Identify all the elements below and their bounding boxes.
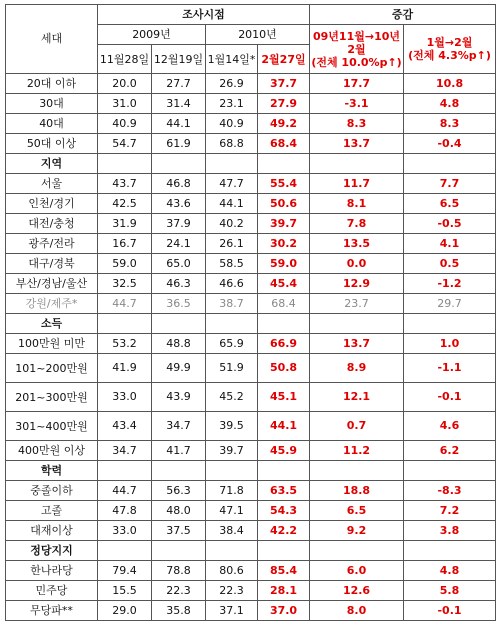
change-nov-feb: 13.7 <box>310 134 404 154</box>
value-jan14: 46.6 <box>206 274 258 294</box>
value-feb27: 42.2 <box>258 521 310 541</box>
value-jan14: 40.9 <box>206 114 258 134</box>
value-jan14: 39.7 <box>206 441 258 461</box>
change-jan-feb: 4.8 <box>404 561 496 581</box>
change-jan-feb: 29.7 <box>404 294 496 314</box>
row-label: 101~200만원 <box>6 354 98 383</box>
value-dec19: 24.1 <box>152 234 206 254</box>
value-feb27: 63.5 <box>258 481 310 501</box>
change-col1-header <box>310 25 404 74</box>
value-nov28: 59.0 <box>98 254 152 274</box>
value-dec19: 43.6 <box>152 194 206 214</box>
empty-cell <box>258 154 310 174</box>
value-nov28: 15.5 <box>98 581 152 601</box>
empty-cell <box>152 541 206 561</box>
empty-cell <box>206 154 258 174</box>
value-dec19: 22.3 <box>152 581 206 601</box>
value-nov28: 31.9 <box>98 214 152 234</box>
change-jan-feb: 5.8 <box>404 581 496 601</box>
table-row <box>6 441 496 461</box>
value-feb27: 85.4 <box>258 561 310 581</box>
row-label: 광주/전라 <box>6 234 98 254</box>
value-nov28: 41.9 <box>98 354 152 383</box>
row-label: 부산/경남/울산 <box>6 274 98 294</box>
value-jan14: 65.9 <box>206 334 258 354</box>
table-row <box>6 521 496 541</box>
change-jan-feb: 3.8 <box>404 521 496 541</box>
empty-cell <box>310 461 404 481</box>
change-nov-feb: 8.1 <box>310 194 404 214</box>
change-nov-feb: 8.3 <box>310 114 404 134</box>
table-row <box>6 134 496 154</box>
change-nov-feb: 12.6 <box>310 581 404 601</box>
row-label: 301~400만원 <box>6 412 98 441</box>
value-feb27: 55.4 <box>258 174 310 194</box>
row-label: 서울 <box>6 174 98 194</box>
section-title: 소득 <box>6 314 98 334</box>
section-title: 지역 <box>6 154 98 174</box>
empty-cell <box>310 154 404 174</box>
date-header-3: 1월14일* <box>206 45 258 74</box>
change-nov-feb: 0.7 <box>310 412 404 441</box>
value-feb27: 50.6 <box>258 194 310 214</box>
value-nov28: 16.7 <box>98 234 152 254</box>
row-label: 201~300만원 <box>6 383 98 412</box>
change-col1-total: (전체 10.0%p↑) <box>311 55 402 69</box>
value-dec19: 34.7 <box>152 412 206 441</box>
table-row <box>6 501 496 521</box>
table-row <box>6 383 496 412</box>
year-2010-header: 2010년 <box>206 25 310 45</box>
survey-table-container <box>5 4 495 621</box>
value-feb27: 39.7 <box>258 214 310 234</box>
survey-table <box>5 4 496 621</box>
value-feb27: 44.1 <box>258 412 310 441</box>
value-jan14: 80.6 <box>206 561 258 581</box>
value-jan14: 40.2 <box>206 214 258 234</box>
value-feb27: 50.8 <box>258 354 310 383</box>
change-nov-feb: 6.0 <box>310 561 404 581</box>
change-jan-feb: 7.7 <box>404 174 496 194</box>
empty-cell <box>258 314 310 334</box>
row-label: 100만원 미만 <box>6 334 98 354</box>
change-jan-feb: 0.5 <box>404 254 496 274</box>
row-label: 30대 <box>6 94 98 114</box>
value-feb27: 68.4 <box>258 294 310 314</box>
empty-cell <box>152 314 206 334</box>
table-row <box>6 601 496 621</box>
value-dec19: 78.8 <box>152 561 206 581</box>
segment-header: 세대 <box>6 5 98 74</box>
value-jan14: 37.1 <box>206 601 258 621</box>
value-jan14: 51.9 <box>206 354 258 383</box>
change-nov-feb: 9.2 <box>310 521 404 541</box>
value-feb27: 37.7 <box>258 74 310 94</box>
change-nov-feb: -3.1 <box>310 94 404 114</box>
value-nov28: 53.2 <box>98 334 152 354</box>
table-row <box>6 334 496 354</box>
value-nov28: 34.7 <box>98 441 152 461</box>
change-col2-header <box>404 25 496 74</box>
empty-cell <box>258 461 310 481</box>
value-jan14: 26.9 <box>206 74 258 94</box>
section-row <box>6 541 496 561</box>
empty-cell <box>310 541 404 561</box>
change-nov-feb: 0.0 <box>310 254 404 274</box>
change-header: 증감 <box>310 5 496 25</box>
change-jan-feb: 10.8 <box>404 74 496 94</box>
change-jan-feb: -1.2 <box>404 274 496 294</box>
table-row <box>6 294 496 314</box>
row-label: 강원/제주* <box>6 294 98 314</box>
row-label: 고졸 <box>6 501 98 521</box>
date-header-4: 2월27일 <box>258 45 310 74</box>
value-dec19: 48.0 <box>152 501 206 521</box>
row-label: 40대 <box>6 114 98 134</box>
row-label: 민주당 <box>6 581 98 601</box>
date-header-2: 12월19일 <box>152 45 206 74</box>
value-feb27: 45.4 <box>258 274 310 294</box>
row-label: 중졸이하 <box>6 481 98 501</box>
table-row <box>6 234 496 254</box>
value-dec19: 46.3 <box>152 274 206 294</box>
value-feb27: 37.0 <box>258 601 310 621</box>
change-col2-title: 1월→2월 <box>426 36 473 49</box>
table-row <box>6 481 496 501</box>
value-dec19: 35.8 <box>152 601 206 621</box>
value-nov28: 29.0 <box>98 601 152 621</box>
value-dec19: 65.0 <box>152 254 206 274</box>
empty-cell <box>152 461 206 481</box>
change-nov-feb: 8.9 <box>310 354 404 383</box>
table-row <box>6 354 496 383</box>
value-dec19: 37.9 <box>152 214 206 234</box>
change-nov-feb: 8.0 <box>310 601 404 621</box>
value-jan14: 44.1 <box>206 194 258 214</box>
empty-cell <box>310 314 404 334</box>
change-nov-feb: 17.7 <box>310 74 404 94</box>
value-dec19: 41.7 <box>152 441 206 461</box>
change-col2-total: (전체 4.3%p↑) <box>408 49 491 62</box>
change-nov-feb: 12.1 <box>310 383 404 412</box>
change-jan-feb: -0.5 <box>404 214 496 234</box>
section-title: 학력 <box>6 461 98 481</box>
table-row <box>6 274 496 294</box>
value-feb27: 27.9 <box>258 94 310 114</box>
table-row <box>6 194 496 214</box>
value-feb27: 68.4 <box>258 134 310 154</box>
table-row <box>6 412 496 441</box>
empty-cell <box>206 461 258 481</box>
change-jan-feb: -0.1 <box>404 601 496 621</box>
value-dec19: 46.8 <box>152 174 206 194</box>
table-row <box>6 581 496 601</box>
value-jan14: 38.7 <box>206 294 258 314</box>
value-feb27: 45.1 <box>258 383 310 412</box>
change-nov-feb: 23.7 <box>310 294 404 314</box>
empty-cell <box>404 461 496 481</box>
row-label: 무당파** <box>6 601 98 621</box>
row-label: 400만원 이상 <box>6 441 98 461</box>
value-nov28: 43.4 <box>98 412 152 441</box>
table-row <box>6 74 496 94</box>
value-nov28: 42.5 <box>98 194 152 214</box>
change-col1-title: 09년11월→10년2월 <box>313 29 401 56</box>
change-nov-feb: 13.7 <box>310 334 404 354</box>
change-nov-feb: 6.5 <box>310 501 404 521</box>
empty-cell <box>98 541 152 561</box>
value-jan14: 47.7 <box>206 174 258 194</box>
row-label: 50대 이상 <box>6 134 98 154</box>
value-feb27: 66.9 <box>258 334 310 354</box>
change-nov-feb: 13.5 <box>310 234 404 254</box>
table-row <box>6 214 496 234</box>
change-jan-feb: 4.8 <box>404 94 496 114</box>
value-nov28: 47.8 <box>98 501 152 521</box>
change-jan-feb: 1.0 <box>404 334 496 354</box>
section-row <box>6 314 496 334</box>
value-feb27: 59.0 <box>258 254 310 274</box>
value-jan14: 23.1 <box>206 94 258 114</box>
row-label: 20대 이하 <box>6 74 98 94</box>
change-nov-feb: 11.7 <box>310 174 404 194</box>
value-feb27: 30.2 <box>258 234 310 254</box>
value-dec19: 36.5 <box>152 294 206 314</box>
empty-cell <box>404 541 496 561</box>
value-jan14: 39.5 <box>206 412 258 441</box>
change-jan-feb: -0.4 <box>404 134 496 154</box>
value-nov28: 31.0 <box>98 94 152 114</box>
change-nov-feb: 11.2 <box>310 441 404 461</box>
value-dec19: 48.8 <box>152 334 206 354</box>
row-label: 인천/경기 <box>6 194 98 214</box>
value-jan14: 71.8 <box>206 481 258 501</box>
value-dec19: 31.4 <box>152 94 206 114</box>
change-jan-feb: 6.5 <box>404 194 496 214</box>
date-header-1: 11월28일 <box>98 45 152 74</box>
value-dec19: 44.1 <box>152 114 206 134</box>
row-label: 대재이상 <box>6 521 98 541</box>
value-dec19: 37.5 <box>152 521 206 541</box>
section-title: 정당지지 <box>6 541 98 561</box>
empty-cell <box>98 461 152 481</box>
empty-cell <box>98 314 152 334</box>
row-label: 대구/경북 <box>6 254 98 274</box>
change-jan-feb: 8.3 <box>404 114 496 134</box>
section-row <box>6 461 496 481</box>
table-row <box>6 174 496 194</box>
change-jan-feb: 4.1 <box>404 234 496 254</box>
empty-cell <box>98 154 152 174</box>
value-feb27: 54.3 <box>258 501 310 521</box>
value-feb27: 45.9 <box>258 441 310 461</box>
value-nov28: 40.9 <box>98 114 152 134</box>
empty-cell <box>404 154 496 174</box>
value-feb27: 28.1 <box>258 581 310 601</box>
value-nov28: 33.0 <box>98 521 152 541</box>
table-row <box>6 561 496 581</box>
value-nov28: 32.5 <box>98 274 152 294</box>
change-jan-feb: 4.6 <box>404 412 496 441</box>
change-nov-feb: 7.8 <box>310 214 404 234</box>
section-row <box>6 154 496 174</box>
change-jan-feb: -1.1 <box>404 354 496 383</box>
value-nov28: 54.7 <box>98 134 152 154</box>
table-row <box>6 254 496 274</box>
value-jan14: 68.8 <box>206 134 258 154</box>
value-jan14: 58.5 <box>206 254 258 274</box>
change-jan-feb: 7.2 <box>404 501 496 521</box>
value-dec19: 27.7 <box>152 74 206 94</box>
value-jan14: 22.3 <box>206 581 258 601</box>
value-dec19: 61.9 <box>152 134 206 154</box>
table-row <box>6 94 496 114</box>
value-nov28: 79.4 <box>98 561 152 581</box>
change-jan-feb: -8.3 <box>404 481 496 501</box>
change-nov-feb: 18.8 <box>310 481 404 501</box>
row-label: 대전/충청 <box>6 214 98 234</box>
survey-period-header: 조사시점 <box>98 5 310 25</box>
change-nov-feb: 12.9 <box>310 274 404 294</box>
value-jan14: 45.2 <box>206 383 258 412</box>
value-dec19: 49.9 <box>152 354 206 383</box>
empty-cell <box>206 541 258 561</box>
empty-cell <box>404 314 496 334</box>
value-dec19: 43.9 <box>152 383 206 412</box>
value-jan14: 38.4 <box>206 521 258 541</box>
row-label: 한나라당 <box>6 561 98 581</box>
value-nov28: 20.0 <box>98 74 152 94</box>
value-dec19: 56.3 <box>152 481 206 501</box>
value-jan14: 26.1 <box>206 234 258 254</box>
value-feb27: 49.2 <box>258 114 310 134</box>
value-nov28: 33.0 <box>98 383 152 412</box>
change-jan-feb: 6.2 <box>404 441 496 461</box>
value-nov28: 43.7 <box>98 174 152 194</box>
value-jan14: 47.1 <box>206 501 258 521</box>
empty-cell <box>152 154 206 174</box>
table-row <box>6 114 496 134</box>
year-2009-header: 2009년 <box>98 25 206 45</box>
value-nov28: 44.7 <box>98 481 152 501</box>
change-jan-feb: -0.1 <box>404 383 496 412</box>
empty-cell <box>258 541 310 561</box>
value-nov28: 44.7 <box>98 294 152 314</box>
empty-cell <box>206 314 258 334</box>
